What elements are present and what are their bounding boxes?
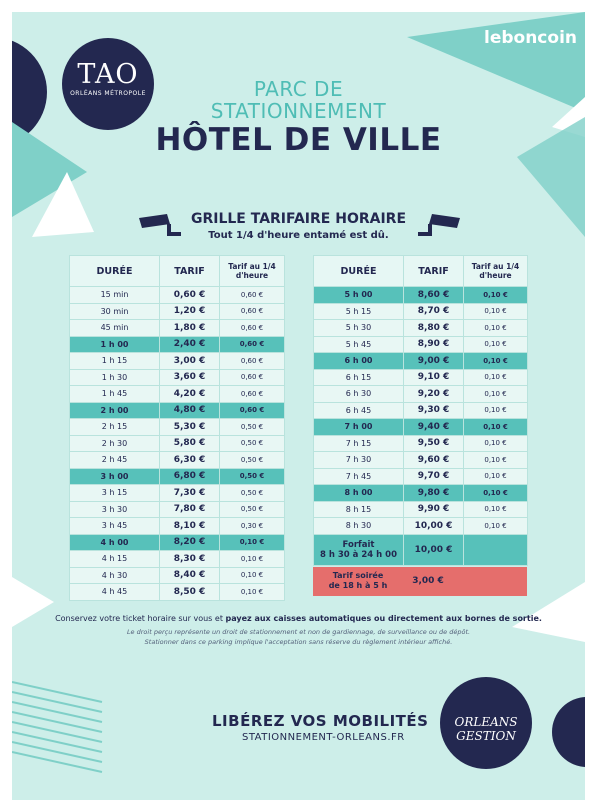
tao-logo-text: TAO xyxy=(77,59,139,90)
duree-cell: 1 h 30 xyxy=(70,369,160,386)
header-tarif: TARIF xyxy=(160,256,220,287)
orleans-gestion-logo xyxy=(440,677,532,769)
table-row xyxy=(314,320,528,337)
table-row xyxy=(70,287,285,304)
tarif-cell: 9,00 € xyxy=(404,353,464,370)
tarif-cell: 9,30 € xyxy=(404,402,464,419)
quart-cell: 0,10 € xyxy=(464,320,528,337)
quart-cell: 0,10 € xyxy=(464,419,528,436)
orleans-gestion-text: ORLEANS GESTION xyxy=(454,715,518,743)
table-row xyxy=(314,353,528,370)
tarif-cell: 6,30 € xyxy=(160,452,220,469)
tarif-cell: 8,90 € xyxy=(404,336,464,353)
table-row xyxy=(70,584,285,601)
duree-cell: 2 h 30 xyxy=(70,435,160,452)
quart-cell: 0,10 € xyxy=(464,518,528,535)
website: STATIONNEMENT-ORLEANS.FR xyxy=(242,732,405,743)
tarif-cell: 4,20 € xyxy=(160,386,220,403)
quart-cell: 0,10 € xyxy=(464,353,528,370)
header-quart: Tarif au 1/4 d'heure xyxy=(220,256,285,287)
duree-cell: 4 h 45 xyxy=(70,584,160,601)
quart-cell: 0,60 € xyxy=(220,287,285,304)
table-row xyxy=(70,534,285,551)
table-row xyxy=(70,369,285,386)
table-row xyxy=(314,468,528,485)
duree-cell: 7 h 00 xyxy=(314,419,404,436)
tarif-cell: 9,20 € xyxy=(404,386,464,403)
duree-cell: 6 h 30 xyxy=(314,386,404,403)
tarif-cell: 9,60 € xyxy=(404,452,464,469)
quart-cell: 0,10 € xyxy=(464,287,528,304)
duree-cell: 1 h 00 xyxy=(70,336,160,353)
forfait-label: Forfait 8 h 30 à 24 h 00 xyxy=(314,534,404,565)
table-row xyxy=(70,551,285,568)
table-row xyxy=(314,303,528,320)
tarif-cell: 8,70 € xyxy=(404,303,464,320)
header-duree: DURÉE xyxy=(314,256,404,287)
duree-cell: 4 h 30 xyxy=(70,567,160,584)
duree-cell: 3 h 45 xyxy=(70,518,160,535)
table-row xyxy=(70,567,285,584)
duree-cell: 6 h 15 xyxy=(314,369,404,386)
quart-cell: 0,10 € xyxy=(220,534,285,551)
quart-cell: 0,50 € xyxy=(220,501,285,518)
tarif-cell: 8,60 € xyxy=(404,287,464,304)
tarif-cell: 9,50 € xyxy=(404,435,464,452)
duree-cell: 6 h 00 xyxy=(314,353,404,370)
tarif-table-right xyxy=(313,255,528,566)
duree-cell: 8 h 00 xyxy=(314,485,404,502)
quart-cell: 0,10 € xyxy=(464,369,528,386)
soiree-label: Tarif soirée de 18 h à 5 h xyxy=(328,571,388,590)
quart-cell: 0,10 € xyxy=(464,386,528,403)
duree-cell: 8 h 30 xyxy=(314,518,404,535)
title-line2: STATIONNEMENT xyxy=(210,99,387,123)
right-half-circle xyxy=(552,697,585,767)
soiree-price: 3,00 € xyxy=(412,576,444,586)
tarif-cell: 8,20 € xyxy=(160,534,220,551)
info-ticket: Conservez votre ticket horaire sur vous et payez aux caisses automatiques ou directement aux bornes de sortie. xyxy=(55,614,542,623)
table-row xyxy=(70,303,285,320)
tarif-cell: 8,30 € xyxy=(160,551,220,568)
duree-cell: 5 h 00 xyxy=(314,287,404,304)
tarif-cell: 9,40 € xyxy=(404,419,464,436)
duree-cell: 5 h 15 xyxy=(314,303,404,320)
table-row xyxy=(70,353,285,370)
quart-cell: 0,60 € xyxy=(220,303,285,320)
quart-cell: 0,10 € xyxy=(464,452,528,469)
tarif-cell: 5,80 € xyxy=(160,435,220,452)
tarif-cell: 8,50 € xyxy=(160,584,220,601)
quart-cell: 0,10 € xyxy=(464,485,528,502)
table-row xyxy=(314,369,528,386)
quart-cell: 0,10 € xyxy=(464,336,528,353)
info-legal: Le droit perçu représente un droit de stationnement et non de gardiennage, de surveillance ou de dépôt. Stationner dans ce parking implique l'acceptation sans réserve du règlement intérieur affiché. xyxy=(126,628,471,646)
quart-cell: 0,50 € xyxy=(220,419,285,436)
table-row xyxy=(314,402,528,419)
tarif-cell: 3,00 € xyxy=(160,353,220,370)
duree-cell: 7 h 45 xyxy=(314,468,404,485)
forfait-price: 10,00 € xyxy=(404,534,464,565)
tarif-cell: 2,40 € xyxy=(160,336,220,353)
slogan: LIBÉREZ VOS MOBILITÉS xyxy=(212,712,429,730)
quart-cell: 0,30 € xyxy=(220,518,285,535)
tarif-cell: 8,10 € xyxy=(160,518,220,535)
table-row xyxy=(314,435,528,452)
duree-cell: 3 h 00 xyxy=(70,468,160,485)
table-row xyxy=(314,419,528,436)
table-row xyxy=(70,320,285,337)
tarif-cell: 3,60 € xyxy=(160,369,220,386)
duree-cell: 15 min xyxy=(70,287,160,304)
duree-cell: 6 h 45 xyxy=(314,402,404,419)
quart-cell: 0,10 € xyxy=(464,303,528,320)
tarif-cell: 10,00 € xyxy=(404,518,464,535)
tao-logo-sub: ORLÉANS MÉTROPOLE xyxy=(70,90,146,97)
duree-cell: 2 h 00 xyxy=(70,402,160,419)
duree-cell: 45 min xyxy=(70,320,160,337)
duree-cell: 4 h 00 xyxy=(70,534,160,551)
stripes-bottom-left xyxy=(12,682,102,772)
table-row xyxy=(314,518,528,535)
table-row xyxy=(314,452,528,469)
tarif-cell: 4,80 € xyxy=(160,402,220,419)
table-row xyxy=(314,501,528,518)
quart-cell: 0,10 € xyxy=(464,501,528,518)
tarif-cell: 9,90 € xyxy=(404,501,464,518)
grid-title: GRILLE TARIFAIRE HORAIRE xyxy=(190,211,407,227)
table-row xyxy=(314,287,528,304)
title-parc xyxy=(12,78,585,122)
quart-cell: 0,60 € xyxy=(220,369,285,386)
quart-cell: 0,10 € xyxy=(464,402,528,419)
tarif-cell: 1,80 € xyxy=(160,320,220,337)
quart-cell: 0,60 € xyxy=(220,336,285,353)
quart-cell: 0,50 € xyxy=(220,435,285,452)
title-line1: PARC DE xyxy=(253,77,344,101)
table-row xyxy=(70,501,285,518)
tarif-cell: 9,70 € xyxy=(404,468,464,485)
quart-cell: 0,10 € xyxy=(220,551,285,568)
quart-cell: 0,60 € xyxy=(220,386,285,403)
tarif-cell: 9,80 € xyxy=(404,485,464,502)
table-row xyxy=(314,336,528,353)
table-row xyxy=(70,402,285,419)
duree-cell: 4 h 15 xyxy=(70,551,160,568)
tarif-cell: 5,30 € xyxy=(160,419,220,436)
header-duree: DURÉE xyxy=(70,256,160,287)
tarif-soiree xyxy=(313,567,527,596)
duree-cell: 7 h 15 xyxy=(314,435,404,452)
forfait-row xyxy=(314,534,528,565)
duree-cell: 2 h 15 xyxy=(70,419,160,436)
tarif-cell: 8,40 € xyxy=(160,567,220,584)
quart-cell: 0,60 € xyxy=(220,320,285,337)
header-tarif: TARIF xyxy=(404,256,464,287)
duree-cell: 1 h 15 xyxy=(70,353,160,370)
poster xyxy=(12,12,585,800)
duree-cell: 30 min xyxy=(70,303,160,320)
table-row xyxy=(70,485,285,502)
duree-cell: 3 h 30 xyxy=(70,501,160,518)
table-row xyxy=(70,386,285,403)
duree-cell: 7 h 30 xyxy=(314,452,404,469)
duree-cell: 3 h 15 xyxy=(70,485,160,502)
quart-cell: 0,10 € xyxy=(220,584,285,601)
tarif-cell: 1,20 € xyxy=(160,303,220,320)
quart-cell: 0,50 € xyxy=(220,468,285,485)
tarif-cell: 0,60 € xyxy=(160,287,220,304)
tarif-cell: 7,30 € xyxy=(160,485,220,502)
table-row xyxy=(70,468,285,485)
grid-subtitle: Tout 1/4 d'heure entamé est dû. xyxy=(208,230,389,241)
table-row xyxy=(70,419,285,436)
table-row xyxy=(70,336,285,353)
duree-cell: 8 h 15 xyxy=(314,501,404,518)
tarif-cell: 6,80 € xyxy=(160,468,220,485)
table-row xyxy=(70,435,285,452)
quart-cell: 0,60 € xyxy=(220,353,285,370)
tarif-cell: 8,80 € xyxy=(404,320,464,337)
duree-cell: 5 h 45 xyxy=(314,336,404,353)
quart-cell: 0,60 € xyxy=(220,402,285,419)
quart-cell: 0,10 € xyxy=(464,468,528,485)
leboncoin-watermark: leboncoin xyxy=(484,28,577,48)
duree-cell: 2 h 45 xyxy=(70,452,160,469)
forfait-empty xyxy=(464,534,528,565)
quart-cell: 0,10 € xyxy=(220,567,285,584)
tarif-cell: 7,80 € xyxy=(160,501,220,518)
duree-cell: 5 h 30 xyxy=(314,320,404,337)
quart-cell: 0,50 € xyxy=(220,452,285,469)
tarif-table-left xyxy=(69,255,285,601)
table-row xyxy=(70,518,285,535)
quart-cell: 0,10 € xyxy=(464,435,528,452)
header-quart: Tarif au 1/4 d'heure xyxy=(464,256,528,287)
quart-cell: 0,50 € xyxy=(220,485,285,502)
tarif-cell: 9,10 € xyxy=(404,369,464,386)
table-row xyxy=(70,452,285,469)
table-row xyxy=(314,485,528,502)
duree-cell: 1 h 45 xyxy=(70,386,160,403)
table-row xyxy=(314,386,528,403)
page-title: HÔTEL DE VILLE xyxy=(155,122,442,158)
